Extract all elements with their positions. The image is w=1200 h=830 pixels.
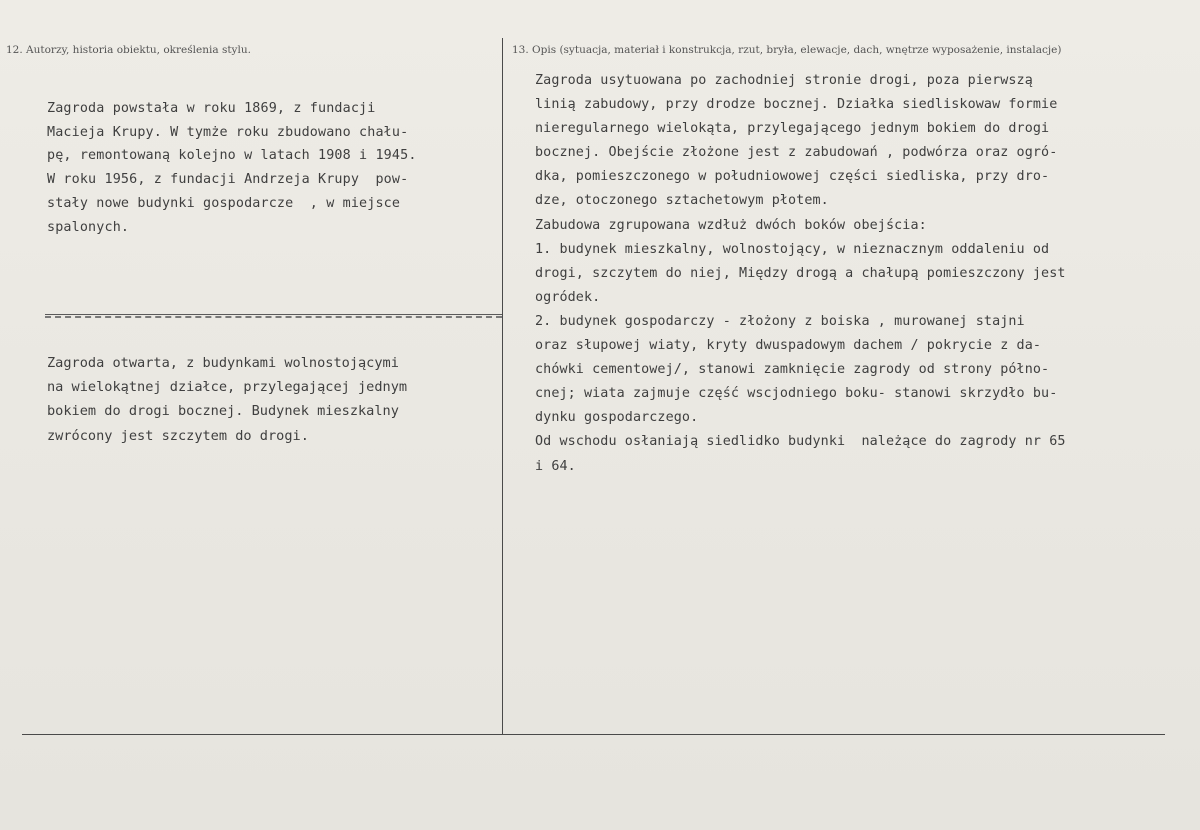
style-line: Zagroda otwarta, z budynkami wolnostojącymi: [47, 355, 399, 371]
style-line: na wielokątnej działce, przylegającej jednym: [47, 379, 408, 396]
section-13-header: 13. Opis (sytuacja, materiał i konstrukcja, rzut, bryła, elewacje, dach, wnętrze wyposażenie, instalacje): [512, 44, 1062, 56]
description-line: cnej; wiata zajmuje część wscjodniego boku- stanowi skrzydło bu-: [535, 386, 1058, 402]
description-line: drogi, szczytem do niej, Między drogą a chałupą pomieszczony jest: [535, 265, 1066, 281]
section-12-header: 12. Autorzy, historia obiektu, określenia stylu.: [6, 44, 251, 56]
style-line: bokiem do drogi bocznej. Budynek mieszkalny: [47, 403, 399, 420]
description-line: Zabudowa zgrupowana wzdłuż dwóch boków obejścia:: [535, 217, 927, 233]
bottom-rule: [22, 734, 1165, 735]
history-line: stały nowe budynki gospodarcze , w miejsce: [47, 195, 401, 211]
description-line: 2. budynek gospodarczy - złożony z boiska , murowanej stajni: [535, 313, 1025, 329]
description-line: Od wschodu osłaniają siedlidko budynki należące do zagrody nr 65: [535, 434, 1066, 450]
left-section-divider: [45, 314, 502, 315]
history-line: spalonych.: [47, 219, 130, 235]
history-text: [47, 97, 417, 239]
description-line: chówki cementowej/, stanowi zamknięcie zagrody od strony półno-: [535, 362, 1050, 378]
description-line: dka, pomieszczonego w południowowej części siedliska, przy dro-: [535, 169, 1050, 185]
left-section-dashed-rule: [45, 316, 502, 318]
description-line: linią zabudowy, przy drodze bocznej. Działka siedliskowaw formie: [535, 97, 1058, 113]
description-line: ogródek.: [535, 289, 601, 305]
history-line: pę, remontowaną kolejno w latach 1908 i 1945.: [47, 148, 417, 164]
history-line: Macieja Krupy. W tymże roku zbudowano chału-: [47, 124, 409, 140]
description-line: dynku gospodarczego.: [535, 410, 699, 426]
style-text: [47, 351, 407, 448]
style-line: zwrócony jest szczytem do drogi.: [47, 427, 309, 444]
description-line: dze, otoczonego sztachetowym płotem.: [535, 193, 829, 209]
history-line: W roku 1956, z fundacji Andrzeja Krupy pow-: [47, 172, 409, 188]
description-line: oraz słupowej wiaty, kryty dwuspadowym dachem / pokrycie z da-: [535, 338, 1042, 354]
description-line: nieregularnego wielokąta, przylegającego jednym bokiem do drogi: [535, 121, 1050, 137]
history-line: Zagroda powstała w roku 1869, z fundacji: [47, 101, 376, 116]
description-line: 1. budynek mieszkalny, wolnostojący, w nieznacznym oddaleniu od: [535, 241, 1050, 257]
description-line: bocznej. Obejście złożone jest z zabudowań , podwórza oraz ogró-: [535, 145, 1058, 161]
column-divider: [502, 38, 503, 734]
description-text: [535, 69, 1066, 479]
description-line: i 64.: [535, 458, 576, 474]
description-line: Zagroda usytuowana po zachodniej stronie drogi, poza pierwszą: [535, 73, 1033, 88]
